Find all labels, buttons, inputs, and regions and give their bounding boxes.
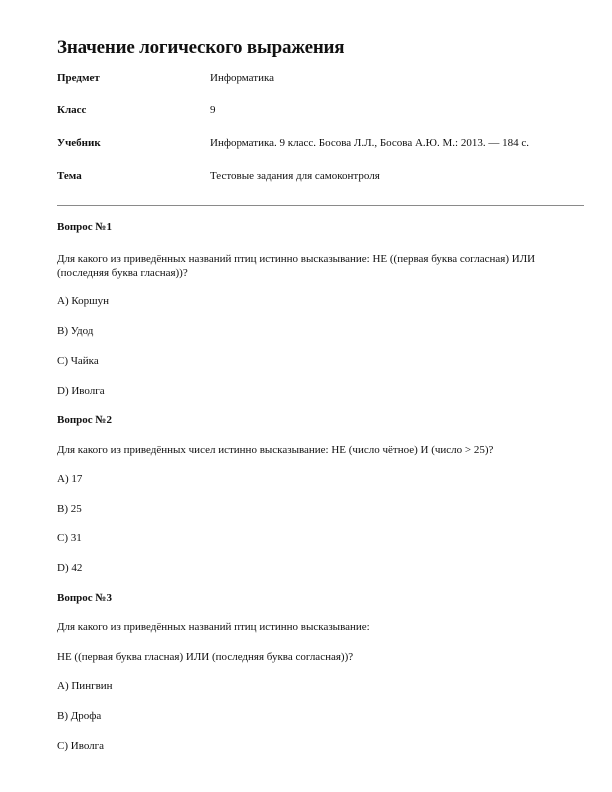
- answer-option[interactable]: D) Иволга: [57, 385, 105, 397]
- meta-label: Тема: [57, 170, 82, 182]
- meta-row-textbook: [57, 137, 587, 153]
- answer-option[interactable]: A) Коршун: [57, 295, 110, 307]
- question-text: Для какого из приведённых названий птиц истинно высказывание: НЕ ((первая буква согласная) ИЛИ (последняя буква гласная))?: [57, 253, 536, 279]
- question-heading: Вопрос №1: [57, 221, 112, 233]
- answer-option[interactable]: A) Пингвин: [57, 680, 113, 692]
- meta-row-topic: [57, 170, 587, 186]
- meta-value: Информатика. 9 класс. Босова Л.Л., Босова А.Ю. М.: 2013. — 184 с.: [210, 137, 529, 149]
- meta-value: 9: [210, 104, 216, 116]
- answer-option[interactable]: B) Удод: [57, 325, 94, 337]
- page-title: Значение логического выражения: [57, 37, 345, 58]
- question-text: Для какого из приведённых названий птиц истинно высказывание:: [57, 621, 370, 633]
- meta-label: Класс: [57, 104, 87, 116]
- question-text: Для какого из приведённых чисел истинно высказывание: НЕ (число чётное) И (число > 25)?: [57, 444, 494, 456]
- question-heading: Вопрос №2: [57, 414, 112, 426]
- answer-option[interactable]: D) 42: [57, 562, 83, 574]
- answer-option[interactable]: C) Чайка: [57, 355, 99, 367]
- meta-label: Предмет: [57, 72, 100, 84]
- meta-row-subject: [57, 72, 587, 88]
- section-divider: [57, 205, 584, 206]
- meta-value: Тестовые задания для самоконтроля: [210, 170, 380, 182]
- question-heading: Вопрос №3: [57, 592, 112, 604]
- question-text: НЕ ((первая буква гласная) ИЛИ (последняя буква согласная))?: [57, 651, 354, 663]
- answer-option[interactable]: B) Дрофа: [57, 710, 102, 722]
- meta-label: Учебник: [57, 137, 101, 149]
- answer-option[interactable]: B) 25: [57, 503, 82, 515]
- answer-option[interactable]: C) 31: [57, 532, 82, 544]
- meta-value: Информатика: [210, 72, 275, 84]
- answer-option[interactable]: A) 17: [57, 473, 83, 485]
- answer-option[interactable]: C) Иволга: [57, 740, 105, 752]
- meta-row-grade: [57, 104, 587, 120]
